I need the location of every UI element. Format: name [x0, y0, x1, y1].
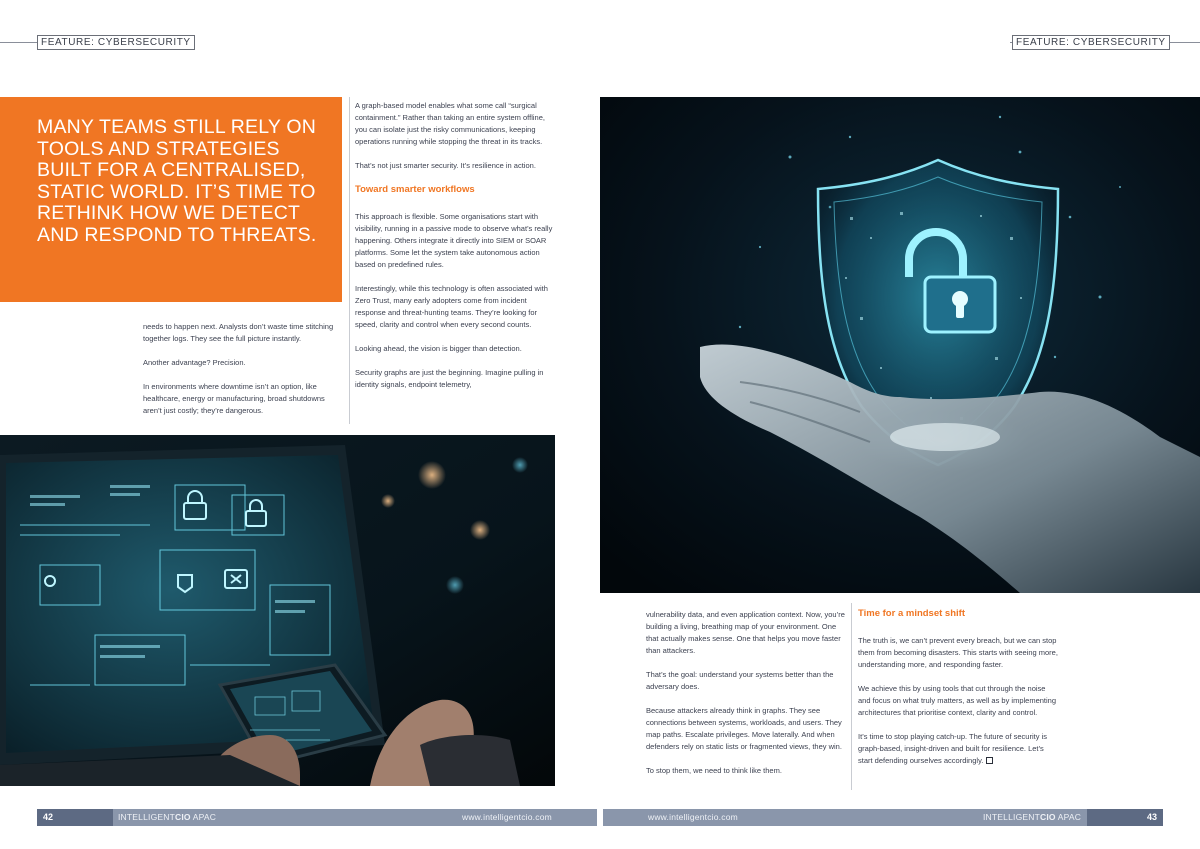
shield-hand-photo — [600, 97, 1200, 593]
body-paragraph: needs to happen next. Analysts don’t waste time stitching together logs. They see the full picture instantly. — [143, 322, 334, 343]
body-paragraph: Another advantage? Precision. — [143, 358, 246, 367]
body-paragraph: Looking ahead, the vision is bigger than detection. — [355, 344, 522, 353]
section-tag-right: FEATURE: CYBERSECURITY — [1012, 35, 1170, 50]
footer-url-left[interactable]: www.intelligentcio.com — [462, 812, 552, 822]
body-paragraph: vulnerability data, and even application context. Now, you’re building a living, breathing map of your environment. One that actually makes sense. One that helps you move faster than attackers. — [646, 610, 845, 655]
brand-prefix: INTELLIGENT — [983, 812, 1040, 822]
right-page-column-2 — [858, 608, 1058, 779]
section-tag-left: FEATURE: CYBERSECURITY — [37, 35, 195, 50]
body-paragraph: Interestingly, while this technology is often associated with Zero Trust, many early adopters come from incident response and threat-hunting teams. They’re looking for speed, clarity and control when every second counts. — [355, 284, 548, 329]
column-divider — [349, 97, 350, 424]
footer-url-right[interactable]: www.intelligentcio.com — [648, 812, 738, 822]
body-paragraph: That’s not just smarter security. It’s resilience in action. — [355, 161, 536, 170]
page-number-right-text: 43 — [1146, 812, 1157, 822]
brand-bold: CIO — [175, 812, 191, 822]
left-page-column-2 — [355, 100, 557, 403]
body-paragraph: Security graphs are just the beginning. Imagine pulling in identity signals, endpoint telemetry, — [355, 368, 544, 389]
closing-text: It’s time to stop playing catch-up. The future of security is graph-based, insight-driven and built for resilience. Let’s start defending ourselves accordingly. — [858, 732, 1047, 765]
brand-suffix: APAC — [190, 812, 217, 822]
page-number-left-text: 42 — [43, 812, 54, 822]
pull-quote-panel — [0, 97, 342, 302]
body-paragraph: This approach is flexible. Some organisations start with visibility, running in a passive mode to observe what’s really happening. Others integrate it directly into SIEM or SOAR platforms. Some let the system take autonomous action based on predefined rules. — [355, 212, 553, 269]
page-number-right — [1087, 809, 1163, 826]
pull-quote-text: MANY TEAMS STILL RELY ON TOOLS AND STRATEGIES BUILT FOR A CENTRALISED, STATIC WORLD. IT’S TIME TO RETHINK HOW WE DETECT AND RESPOND TO THREATS. — [37, 116, 317, 246]
body-paragraph: That’s the goal: understand your systems better than the adversary does. — [646, 670, 834, 691]
end-of-article-icon — [986, 757, 993, 764]
subheading: Toward smarter workflows — [355, 184, 475, 195]
brand-suffix: APAC — [1055, 812, 1082, 822]
body-paragraph: In environments where downtime isn’t an option, like healthcare, energy or manufacturing, broad shutdowns aren’t just costly; they’re dangerous. — [143, 382, 325, 415]
body-paragraph: A graph-based model enables what some call “surgical containment.” Rather than taking an entire system offline, you can isolate just the risky communications, keeping operations running while stopping the threat in its tracks. — [355, 101, 545, 146]
body-paragraph: Because attackers already think in graphs. They see connections between systems, workloads, and users. They map paths. Escalate privileges. Move laterally. And when defenders rely on static lists or fragmented views, they win. — [646, 706, 842, 751]
right-page-column-1 — [646, 609, 846, 789]
body-paragraph: The truth is, we can’t prevent every breach, but we can stop them from becoming disasters. This starts with seeing more, understanding more, and responding faster. — [858, 636, 1058, 669]
body-paragraph: We achieve this by using tools that cut through the noise and focus on what truly matters, as well as by implementing architectures that prioritise context, clarity and control. — [858, 684, 1057, 717]
left-page-column-1 — [143, 321, 343, 429]
brand-bold: CIO — [1040, 812, 1056, 822]
brand-prefix: INTELLIGENT — [118, 812, 175, 822]
body-paragraph: To stop them, we need to think like them. — [646, 766, 782, 775]
body-paragraph-last — [858, 731, 1058, 767]
column-divider — [851, 603, 852, 790]
laptop-tablet-photo — [0, 435, 555, 786]
subheading: Time for a mindset shift — [858, 608, 965, 619]
footer-brand-left — [118, 809, 216, 826]
footer-brand-right — [983, 809, 1081, 826]
page-number-left — [37, 809, 113, 826]
